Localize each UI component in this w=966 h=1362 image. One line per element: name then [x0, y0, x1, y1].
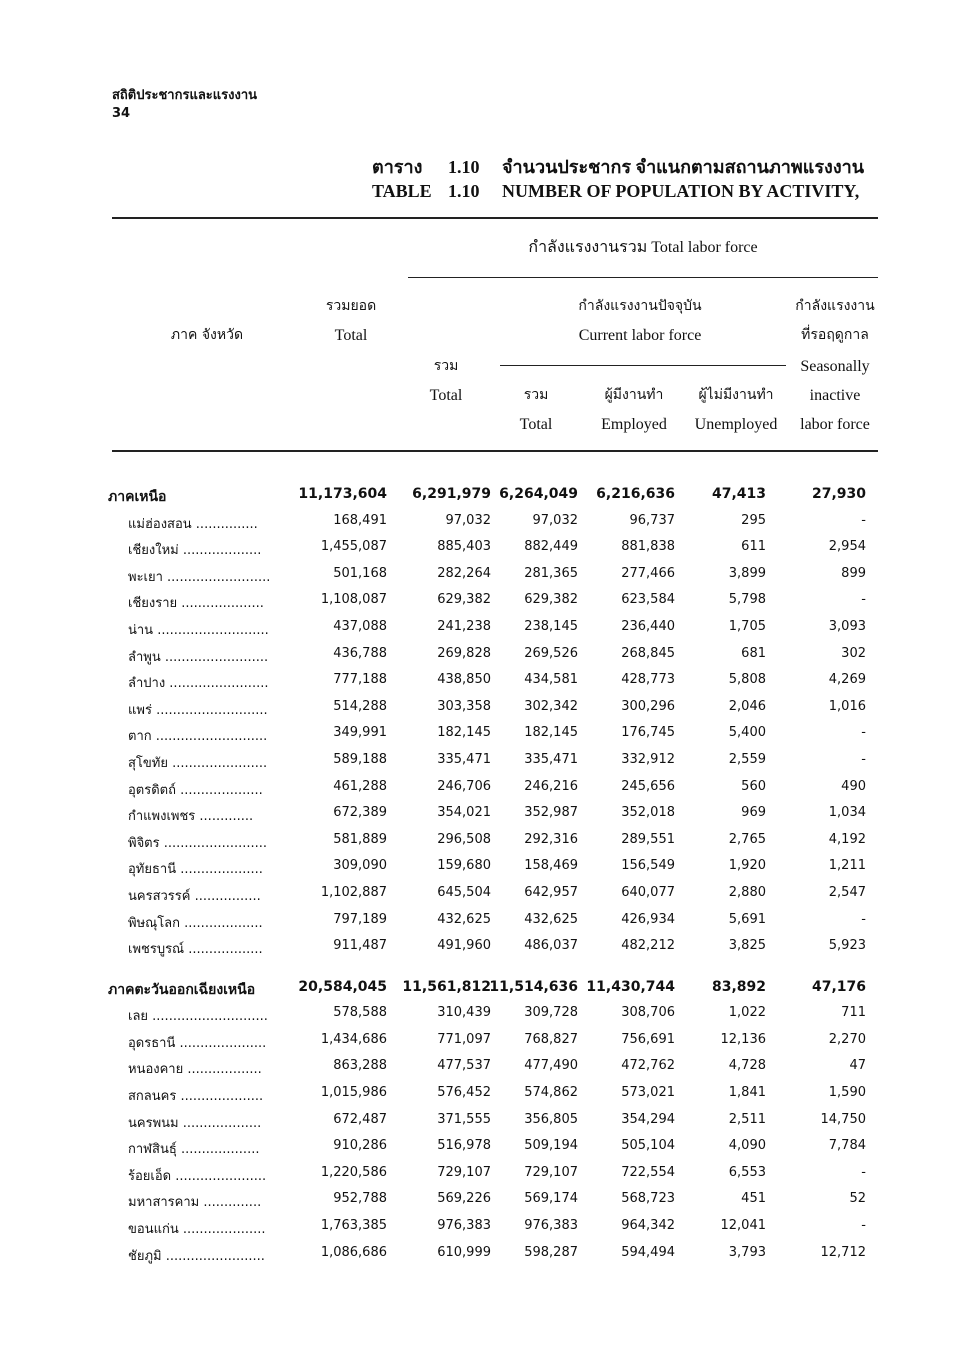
table-cell: 432,625	[524, 911, 578, 927]
province-name: เชียงใหม่ ...................	[128, 543, 262, 559]
table-cell: 308,706	[621, 1005, 675, 1021]
table-cell: 505,104	[621, 1138, 675, 1154]
province-name: อุทัยธานี ....................	[128, 862, 263, 878]
table-row	[0, 562, 966, 589]
table-row	[0, 535, 966, 562]
table-cell: 303,358	[437, 698, 491, 714]
province-name: สุโขทัย .......................	[128, 755, 268, 771]
table-cell: -	[861, 512, 866, 528]
table-cell: 516,978	[437, 1138, 491, 1154]
table-cell: 432,625	[437, 911, 491, 927]
header-lf-total-thai: รวม	[433, 358, 459, 374]
table-cell: 269,526	[524, 645, 578, 661]
table-cell: 578,588	[333, 1005, 387, 1021]
table-cell: 332,912	[621, 751, 675, 767]
table-cell: 911,487	[333, 938, 387, 954]
table-cell: 645,504	[437, 884, 491, 900]
table-cell: 97,032	[445, 512, 491, 528]
table-cell: 2,559	[728, 751, 766, 767]
province-name: กำแพงเพชร .............	[128, 809, 254, 825]
table-cell: 282,264	[437, 565, 491, 581]
table-cell: 236,440	[621, 618, 675, 634]
table-cell: 2,954	[828, 539, 866, 555]
header-seasonal-english-2: inactive	[809, 387, 861, 404]
header-current-total-english: Total	[519, 416, 553, 433]
table-row	[0, 908, 966, 935]
province-name: เชียงราย ....................	[128, 596, 264, 612]
table-cell: 482,212	[621, 938, 675, 954]
table-cell: 881,838	[621, 539, 675, 555]
table-cell: 598,287	[524, 1244, 578, 1260]
table-cell: 295	[741, 512, 766, 528]
table-row	[0, 1081, 966, 1108]
table-cell: 14,750	[820, 1111, 866, 1127]
table-cell: 83,892	[711, 978, 766, 995]
province-name: ตาก ...........................	[128, 729, 268, 745]
province-name: สกลนคร ....................	[128, 1089, 264, 1105]
table-cell: 268,845	[621, 645, 675, 661]
table-cell: 182,145	[524, 725, 578, 741]
table-row	[0, 615, 966, 642]
province-name: อุดรธานี .....................	[128, 1035, 267, 1051]
table-cell: 629,382	[437, 592, 491, 608]
table-cell: 176,745	[621, 725, 675, 741]
table-cell: 672,389	[333, 805, 387, 821]
table-cell: 722,554	[621, 1164, 675, 1180]
table-top-rule	[112, 217, 878, 219]
table-cell: 6,553	[728, 1164, 766, 1180]
table-row	[0, 1187, 966, 1214]
province-name: ชัยภูมิ ........................	[128, 1248, 265, 1264]
table-cell: 352,018	[621, 805, 675, 821]
table-cell: 438,850	[437, 672, 491, 688]
province-name: นครพนม ...................	[128, 1115, 262, 1131]
table-cell: 623,584	[621, 592, 675, 608]
table-cell: 159,680	[437, 858, 491, 874]
province-name: มหาสารคาม ..............	[128, 1195, 262, 1211]
table-cell: 96,737	[629, 512, 675, 528]
header-region-province: ภาค จังหวัด	[170, 327, 244, 343]
table-cell: 2,511	[728, 1111, 766, 1127]
table-cell: 292,316	[524, 831, 578, 847]
header-bottom-rule	[112, 450, 878, 452]
table-cell: 964,342	[621, 1218, 675, 1234]
table-cell: 952,788	[333, 1191, 387, 1207]
title-label-thai: ตาราง	[372, 157, 423, 177]
table-cell: 47,413	[711, 486, 766, 502]
table-cell: -	[861, 1164, 866, 1180]
table-cell: 241,238	[437, 618, 491, 634]
table-cell: 642,957	[524, 884, 578, 900]
table-cell: 277,466	[621, 565, 675, 581]
table-row	[0, 1214, 966, 1241]
table-cell: 437,088	[333, 618, 387, 634]
table-cell: 509,194	[524, 1138, 578, 1154]
table-cell: 1,434,686	[320, 1031, 387, 1047]
table-cell: 5,691	[728, 911, 766, 927]
header-lf-total-english: Total	[429, 387, 463, 404]
table-cell: 3,093	[828, 618, 866, 634]
table-cell: 610,999	[437, 1244, 491, 1260]
province-name: ขอนแก่น ....................	[128, 1222, 266, 1238]
table-cell: 672,487	[333, 1111, 387, 1127]
table-cell: 491,960	[437, 938, 491, 954]
table-cell: 1,220,586	[320, 1164, 387, 1180]
header-total-english: Total	[334, 327, 368, 344]
table-cell: 296,508	[437, 831, 491, 847]
header-seasonal-thai-2: ที่รอฤดูกาล	[801, 327, 869, 343]
table-cell: -	[861, 751, 866, 767]
province-name: พะเยา .........................	[128, 569, 271, 585]
table-cell: 5,808	[728, 672, 766, 688]
region-name: ภาคตะวันออกเฉียงเหนือ	[108, 981, 256, 998]
table-cell: 309,728	[524, 1005, 578, 1021]
table-row	[0, 1001, 966, 1028]
header-current-total-thai: รวม	[523, 387, 549, 403]
table-cell: 1,108,087	[320, 592, 387, 608]
title-text-english: NUMBER OF POPULATION BY ACTIVITY,	[502, 181, 860, 201]
table-cell: 6,264,049	[499, 486, 578, 502]
table-cell: 882,449	[524, 539, 578, 555]
table-cell: 569,174	[524, 1191, 578, 1207]
row-spacer	[0, 961, 966, 975]
table-cell: 3,825	[728, 938, 766, 954]
region-row	[0, 975, 966, 1002]
header-total-labor-force: กำลังแรงงานรวม Total labor force	[528, 239, 758, 256]
table-row	[0, 934, 966, 961]
page-number: 34	[112, 106, 131, 121]
header-unemployed-thai: ผู้ไม่มีงานทำ	[698, 387, 774, 403]
table-cell: 1,705	[728, 618, 766, 634]
table-cell: 640,077	[621, 884, 675, 900]
table-cell: 3,899	[728, 565, 766, 581]
table-cell: 4,269	[828, 672, 866, 688]
table-cell: 910,286	[333, 1138, 387, 1154]
table-cell: 428,773	[621, 672, 675, 688]
table-cell: 182,145	[437, 725, 491, 741]
table-cell: 335,471	[437, 751, 491, 767]
table-cell: 1,763,385	[320, 1218, 387, 1234]
table-cell: 11,514,636	[489, 978, 578, 995]
table-cell: -	[861, 1218, 866, 1234]
table-cell: 47	[849, 1058, 866, 1074]
header-unemployed-english: Unemployed	[694, 416, 778, 433]
table-cell: 501,168	[333, 565, 387, 581]
table-cell: 12,136	[720, 1031, 766, 1047]
table-cell: 1,211	[828, 858, 866, 874]
table-cell: 20,584,045	[298, 978, 387, 995]
table-row	[0, 854, 966, 881]
table-cell: 302,342	[524, 698, 578, 714]
table-cell: 490	[841, 778, 866, 794]
table-cell: 354,294	[621, 1111, 675, 1127]
table-cell: 309,090	[333, 858, 387, 874]
table-cell: 771,097	[437, 1031, 491, 1047]
table-cell: 168,491	[333, 512, 387, 528]
table-cell: 436,788	[333, 645, 387, 661]
table-cell: 1,016	[828, 698, 866, 714]
table-cell: 863,288	[333, 1058, 387, 1074]
province-name: พิจิตร .........................	[128, 835, 268, 851]
title-number-thai: 1.10	[448, 157, 480, 177]
table-cell: 310,439	[437, 1005, 491, 1021]
table-cell: 768,827	[524, 1031, 578, 1047]
table-cell: 969	[741, 805, 766, 821]
region-row	[0, 482, 966, 509]
table-cell: 461,288	[333, 778, 387, 794]
table-cell: 477,490	[524, 1058, 578, 1074]
table-cell: 4,090	[728, 1138, 766, 1154]
province-name: หนองคาย ..................	[128, 1062, 262, 1078]
province-name: พิษณุโลก ...................	[128, 915, 263, 931]
table-cell: 27,930	[811, 486, 866, 502]
table-cell: 2,765	[728, 831, 766, 847]
table-cell: 756,691	[621, 1031, 675, 1047]
table-cell: 797,189	[333, 911, 387, 927]
table-cell: 354,021	[437, 805, 491, 821]
table-cell: 352,987	[524, 805, 578, 821]
province-name: ลำปาง ........................	[128, 676, 269, 692]
header-seasonal-english-1: Seasonally	[800, 358, 870, 375]
header-employed-thai: ผู้มีงานทำ	[604, 387, 664, 403]
table-row	[0, 1134, 966, 1161]
table-cell: 2,880	[728, 884, 766, 900]
table-row	[0, 881, 966, 908]
table-cell: 4,192	[828, 831, 866, 847]
table-cell: 434,581	[524, 672, 578, 688]
table-title-thai	[372, 152, 864, 181]
table-cell: 289,551	[621, 831, 675, 847]
table-cell: 246,706	[437, 778, 491, 794]
table-cell: 560	[741, 778, 766, 794]
table-row	[0, 668, 966, 695]
table-cell: 11,561,812	[402, 978, 491, 995]
header-rule-current	[500, 365, 786, 366]
province-name: เลย ............................	[128, 1009, 268, 1025]
table-cell: 371,555	[437, 1111, 491, 1127]
table-cell: 885,403	[437, 539, 491, 555]
table-cell: 472,762	[621, 1058, 675, 1074]
header-seasonal-english-3: labor force	[800, 416, 870, 433]
table-row	[0, 588, 966, 615]
table-row	[0, 1108, 966, 1135]
table-cell: 349,991	[333, 725, 387, 741]
table-row	[0, 695, 966, 722]
table-cell: 97,032	[532, 512, 578, 528]
table-cell: 477,537	[437, 1058, 491, 1074]
table-cell: 5,923	[828, 938, 866, 954]
table-cell: 269,828	[437, 645, 491, 661]
province-name: อุตรดิตถ์ ....................	[128, 782, 263, 798]
table-cell: 6,291,979	[412, 486, 491, 502]
title-text-thai: จำนวนประชากร จำแนกตามสถานภาพแรงงาน	[502, 157, 865, 177]
province-name: น่าน ...........................	[128, 622, 269, 638]
table-cell: 1,920	[728, 858, 766, 874]
header-rule-labor-force	[408, 277, 878, 278]
table-cell: 1,015,986	[320, 1085, 387, 1101]
table-row	[0, 642, 966, 669]
table-row	[0, 775, 966, 802]
table-cell: 4,728	[728, 1058, 766, 1074]
table-cell: 302	[841, 645, 866, 661]
table-cell: 589,188	[333, 751, 387, 767]
table-cell: 486,037	[524, 938, 578, 954]
table-cell: 1,086,686	[320, 1244, 387, 1260]
province-name: กาฬสินธุ์ ...................	[128, 1142, 260, 1158]
table-cell: 335,471	[524, 751, 578, 767]
table-cell: 514,288	[333, 698, 387, 714]
table-cell: 729,107	[437, 1164, 491, 1180]
header-employed-english: Employed	[601, 416, 667, 433]
table-cell: 729,107	[524, 1164, 578, 1180]
table-cell: 581,889	[333, 831, 387, 847]
table-cell: 976,383	[437, 1218, 491, 1234]
table-cell: 573,021	[621, 1085, 675, 1101]
table-cell: 1,034	[828, 805, 866, 821]
table-cell: 11,173,604	[298, 486, 387, 502]
table-cell: 899	[841, 565, 866, 581]
table-cell: 238,145	[524, 618, 578, 634]
table-row	[0, 1028, 966, 1055]
province-name: นครสวรรค์ ................	[128, 888, 261, 904]
table-cell: 576,452	[437, 1085, 491, 1101]
table-cell: 451	[741, 1191, 766, 1207]
table-cell: 568,723	[621, 1191, 675, 1207]
table-cell: 976,383	[524, 1218, 578, 1234]
table-cell: 1,841	[728, 1085, 766, 1101]
table-cell: 246,216	[524, 778, 578, 794]
province-name: ร้อยเอ็ด ......................	[128, 1168, 267, 1184]
table-cell: 681	[741, 645, 766, 661]
table-cell: 3,793	[728, 1244, 766, 1260]
table-row	[0, 509, 966, 536]
province-name: แพร่ ...........................	[128, 702, 268, 718]
table-cell: 158,469	[524, 858, 578, 874]
table-cell: 281,365	[524, 565, 578, 581]
region-name: ภาคเหนือ	[108, 489, 167, 505]
table-cell: 47,176	[811, 978, 866, 995]
table-cell: 777,188	[333, 672, 387, 688]
title-label-english: TABLE	[372, 181, 432, 201]
table-cell: 6,216,636	[596, 486, 675, 502]
province-name: เพชรบูรณ์ ..................	[128, 942, 263, 958]
table-cell: -	[861, 592, 866, 608]
table-row	[0, 1161, 966, 1188]
table-body	[0, 482, 966, 1267]
table-cell: 2,046	[728, 698, 766, 714]
table-row	[0, 1241, 966, 1268]
table-cell: 5,798	[728, 592, 766, 608]
table-row	[0, 748, 966, 775]
table-cell: 2,547	[828, 884, 866, 900]
header-current-thai: กำลังแรงงานปัจจุบัน	[578, 298, 702, 314]
province-name: ลำพูน .........................	[128, 649, 269, 665]
table-cell: 5,400	[728, 725, 766, 741]
table-cell: -	[861, 725, 866, 741]
table-cell: 711	[841, 1005, 866, 1021]
header-current-english: Current labor force	[578, 327, 702, 344]
table-cell: 7,784	[828, 1138, 866, 1154]
table-cell: 245,656	[621, 778, 675, 794]
table-cell: 11,430,744	[586, 978, 675, 995]
table-cell: 611	[741, 539, 766, 555]
table-cell: 356,805	[524, 1111, 578, 1127]
table-cell: 12,712	[820, 1244, 866, 1260]
table-cell: 300,296	[621, 698, 675, 714]
province-name: แม่ฮ่องสอน ...............	[128, 516, 258, 532]
table-cell: 2,270	[828, 1031, 866, 1047]
table-cell: 574,862	[524, 1085, 578, 1101]
table-title-english	[372, 181, 859, 202]
table-cell: 569,226	[437, 1191, 491, 1207]
table-cell: -	[861, 911, 866, 927]
header-seasonal-thai-1: กำลังแรงงาน	[795, 298, 875, 314]
table-cell: 52	[849, 1191, 866, 1207]
table-row	[0, 1054, 966, 1081]
title-number-english: 1.10	[448, 181, 480, 201]
table-cell: 1,022	[728, 1005, 766, 1021]
table-cell: 1,102,887	[320, 884, 387, 900]
table-cell: 156,549	[621, 858, 675, 874]
table-cell: 1,590	[828, 1085, 866, 1101]
header-total-thai: รวมยอด	[325, 298, 377, 314]
table-cell: 12,041	[720, 1218, 766, 1234]
table-cell: 594,494	[621, 1244, 675, 1260]
table-row	[0, 801, 966, 828]
running-head: สถิติประชากรและแรงงาน	[112, 88, 258, 103]
table-row	[0, 828, 966, 855]
table-cell: 426,934	[621, 911, 675, 927]
table-cell: 629,382	[524, 592, 578, 608]
table-row	[0, 721, 966, 748]
table-cell: 1,455,087	[320, 539, 387, 555]
